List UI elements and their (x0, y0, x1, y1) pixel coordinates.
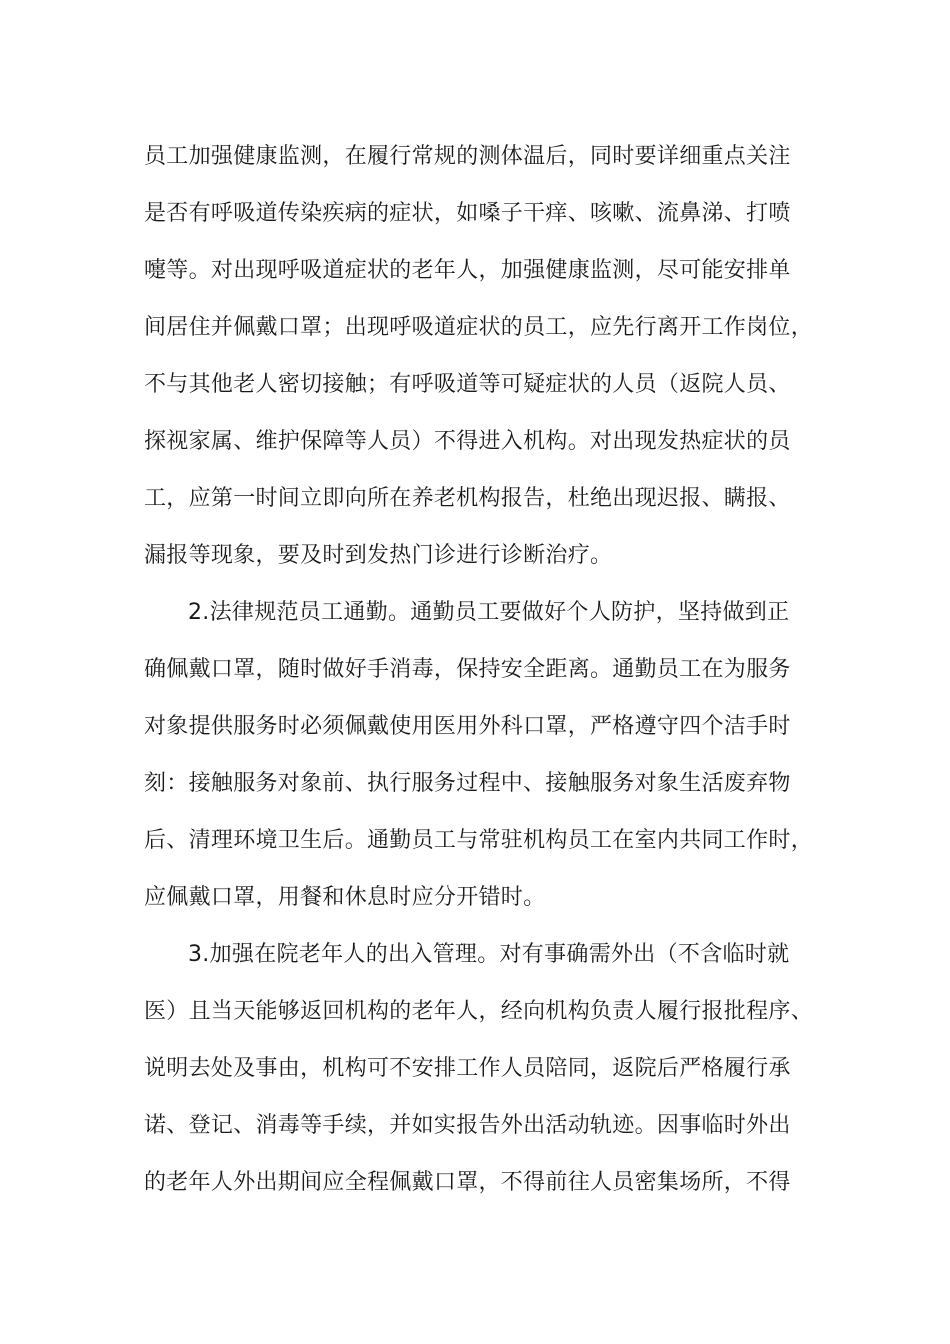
text-line: 诺、登记、消毒等手续，并如实报告外出活动轨迹。因事临时外出 (144, 1113, 791, 1138)
body-text (144, 128, 844, 1211)
text-line: 后、清理环境卫生后。通勤员工与常驻机构员工在室内共同工作时， (144, 828, 814, 853)
text-line: 确佩戴口罩，随时做好手消毒，保持安全距离。通勤员工在为服务 (144, 657, 791, 682)
text-line: 刻：接触服务对象前、执行服务过程中、接触服务对象生活废弃物 (144, 771, 791, 796)
text-line: 医）且当天能够返回机构的老年人，经向机构负责人履行报批程序、 (144, 999, 814, 1024)
text-line: 间居住并佩戴口罩；出现呼吸道症状的员工，应先行离开工作岗位， (144, 315, 814, 340)
text-line: 探视家属、维护保障等人员）不得进入机构。对出现发热症状的员 (144, 429, 791, 454)
text-line: 的老年人外出期间应全程佩戴口罩，不得前往人员密集场所，不得 (144, 1170, 791, 1195)
text-line: 应佩戴口罩，用餐和休息时应分开错时。 (144, 885, 546, 910)
text-line: 漏报等现象，要及时到发热门诊进行诊断治疗。 (144, 543, 613, 568)
paragraph-first-line: 2.法律规范员工通勤。通勤员工要做好个人防护，坚持做到正 (188, 600, 790, 625)
paragraph-first-line: 3.加强在院老年人的出入管理。对有事确需外出（不含临时就 (188, 942, 790, 967)
text-line: 嚏等。对出现呼吸道症状的老年人，加强健康监测，尽可能安排单 (144, 258, 791, 283)
text-line: 工，应第一时间立即向所在养老机构报告，杜绝出现迟报、瞒报、 (144, 486, 791, 511)
text-line: 员工加强健康监测，在履行常规的测体温后，同时要详细重点关注 (144, 144, 791, 169)
text-line: 说明去处及事由，机构可不安排工作人员陪同，返院后严格履行承 (144, 1056, 791, 1081)
text-line: 是否有呼吸道传染疾病的症状，如嗓子干痒、咳嗽、流鼻涕、打喷 (144, 201, 791, 226)
text-line: 不与其他老人密切接触；有呼吸道等可疑症状的人员（返院人员、 (144, 372, 791, 397)
text-line: 对象提供服务时必须佩戴使用医用外科口罩，严格遵守四个洁手时 (144, 714, 791, 739)
